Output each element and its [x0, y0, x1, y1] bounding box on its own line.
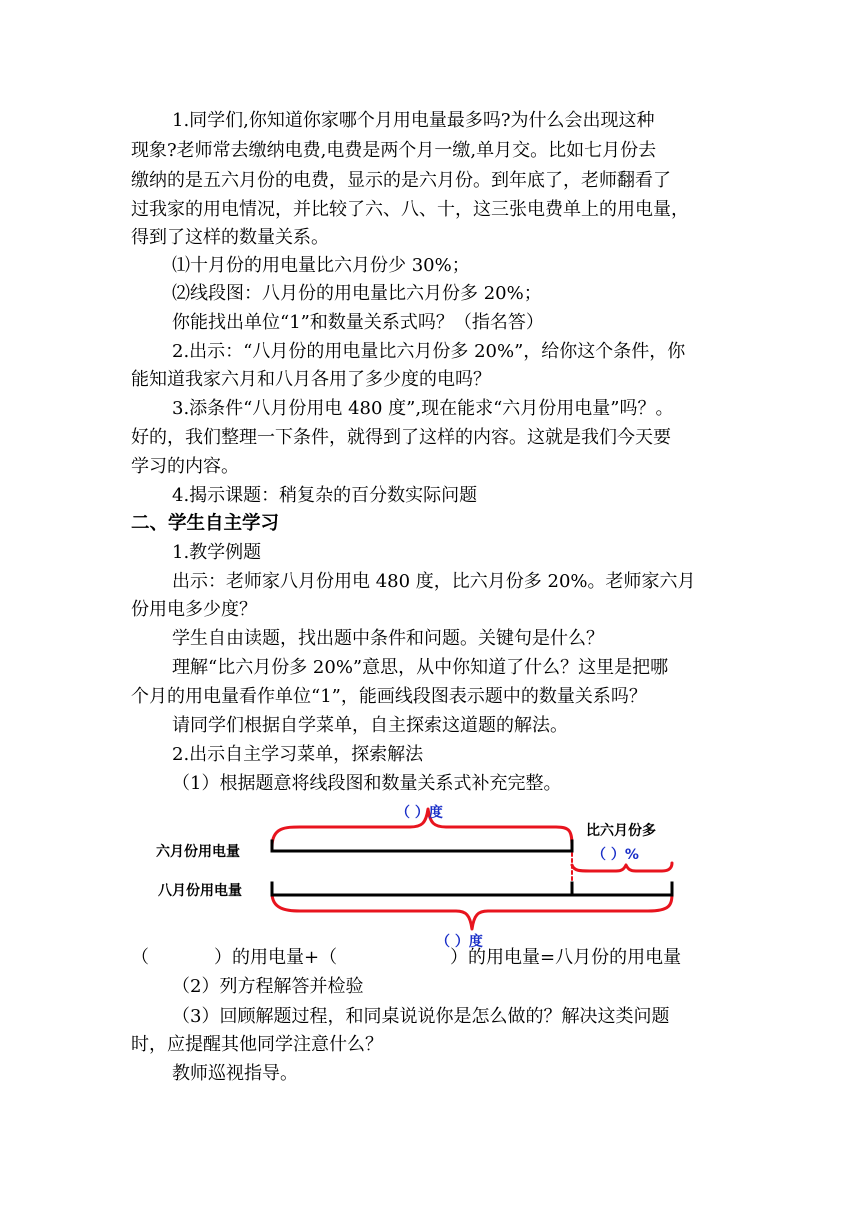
relation-middle: ）的用电量+（ — [214, 947, 338, 968]
paragraph-line: 请同学们根据自学菜单，自主探索这道题的解法。 — [172, 715, 568, 736]
top-brace-label: （ ）度 — [396, 805, 443, 821]
paragraph-line: 出示：老师家八月份用电 480 度，比六月份多 20%。老师家六月 — [172, 571, 696, 592]
small-brace — [572, 863, 672, 871]
paragraph-line: 现象?老师常去缴纳电费,电费是两个月一缴,单月交。比如七月份去 — [131, 140, 657, 161]
paragraph-line: 得到了这样的数量关系。 — [131, 227, 329, 248]
paragraph-line: 教师巡视指导。 — [172, 1063, 298, 1084]
paragraph-line: 学习的内容。 — [131, 456, 239, 477]
paragraph-line: 学生自由读题，找出题中条件和问题。关键句是什么？ — [172, 628, 604, 649]
paragraph-line: 理解“比六月份多 20%”意思，从中你知道了什么？这里是把哪 — [172, 657, 669, 678]
relation-blank-open: （ — [131, 947, 149, 968]
paragraph-line: 缴纳的是五六月份的电费，显示的是六月份。到年底了，老师翻看了 — [131, 170, 671, 191]
line-segment-diagram — [120, 795, 740, 955]
paragraph-line: 份用电多少度？ — [131, 599, 257, 620]
paragraph-line: 1.同学们,你知道你家哪个月用电量最多吗?为什么会出现这种 — [172, 110, 655, 131]
paragraph-line: 过我家的用电情况，并比较了六、八、十，这三张电费单上的用电量， — [131, 199, 689, 220]
bottom-brace — [272, 893, 672, 929]
paragraph-line: ⑵线段图：八月份的用电量比六月份多 20%； — [172, 283, 542, 304]
paragraph-line: 能知道我家六月和八月各用了多少度的电吗？ — [131, 369, 491, 390]
bottom-brace-label: （ ）度 — [436, 934, 483, 950]
paragraph-line: ⑴十月份的用电量比六月份少 30%； — [172, 255, 470, 276]
paragraph-line: 个月的用电量看作单位“1”，能画线段图表示题中的数量关系吗？ — [131, 686, 647, 707]
paragraph-line: 你能找出单位“1”和数量关系式吗？（指名答） — [172, 312, 544, 333]
paragraph-line: （2）列方程解答并检验 — [172, 976, 364, 997]
section-heading: 二、学生自主学习 — [131, 513, 280, 534]
paragraph-line: （1）根据题意将线段图和数量关系式补充完整。 — [172, 773, 562, 794]
paragraph-line: 2.出示：“八月份的用电量比六月份多 20%”，给你这个条件，你 — [172, 341, 686, 362]
more-label: 比六月份多 — [586, 823, 656, 839]
paragraph-line: 3.添条件“八月份用电 480 度”,现在能求“六月份用电量”吗？。 — [172, 398, 674, 419]
june-label: 六月份用电量 — [156, 844, 240, 860]
august-label: 八月份用电量 — [158, 883, 242, 899]
paragraph-line: 时，应提醒其他同学注意什么？ — [131, 1034, 383, 1055]
relation-end: ）的用电量=八月份的用电量 — [450, 947, 682, 968]
paragraph-line: 4.揭示课题：稍复杂的百分数实际问题 — [172, 485, 478, 506]
paragraph-line: 2.出示自主学习菜单，探索解法 — [172, 744, 424, 765]
paragraph-line: 1.教学例题 — [172, 542, 262, 563]
paragraph-line: 好的，我们整理一下条件，就得到了这样的内容。这就是我们今天要 — [131, 427, 671, 448]
percent-label: （ ）% — [592, 847, 639, 863]
paragraph-line: （3）回顾解题过程，和同桌说说你是怎么做的？解决这类问题 — [172, 1006, 670, 1027]
